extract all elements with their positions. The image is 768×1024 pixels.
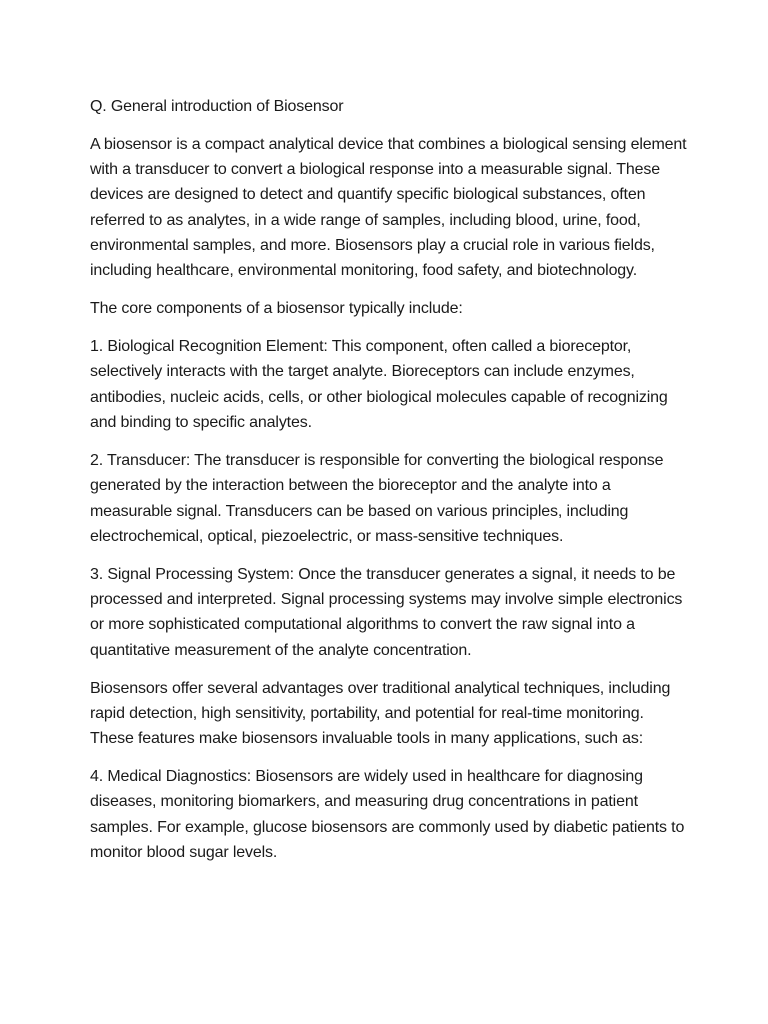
components-lead-in: The core components of a biosensor typically include:	[90, 300, 463, 318]
component-transducer: 2. Transducer: The transducer is responsible for converting the biological response generated by the interaction between the bioreceptor and the analyte into a measurable signal. Transducers can be based on various principles, including electrochemical, optical, piezoelectric, or mass-sensitive techniques.	[90, 451, 664, 545]
application-medical-diagnostics: 4. Medical Diagnostics: Biosensors are widely used in healthcare for diagnosing diseases, monitoring biomarkers, and measuring drug concentrations in patient samples. For example, glucose biosensors are commonly used by diabetic patients to monitor blood sugar levels.	[90, 767, 685, 861]
intro-paragraph: A biosensor is a compact analytical device that combines a biological sensing element with a transducer to convert a biological response into a measurable signal. These devices are designed to detect and quantify specific biological substances, often referred to as analytes, in a wide range of samples, including blood, urine, food, environmental samples, and more. Biosensors play a crucial role in various fields, including healthcare, environmental monitoring, food safety, and biotechnology.	[90, 135, 687, 280]
component-recognition-element: 1. Biological Recognition Element: This component, often called a bioreceptor, selectively interacts with the target analyte. Bioreceptors can include enzymes, antibodies, nucleic acids, cells, or other biological molecules capable of recognizing and binding to specific analytes.	[90, 338, 668, 432]
question-heading: Q. General introduction of Biosensor	[90, 98, 344, 115]
component-signal-processing: 3. Signal Processing System: Once the transducer generates a signal, it needs to be processed and interpreted. Signal processing systems may involve simple electronics or more sophisticated computational algorithms to convert the raw signal into a quantitative measurement of the analyte concentration.	[90, 565, 683, 659]
advantages-paragraph: Biosensors offer several advantages over traditional analytical techniques, including rapid detection, high sensitivity, portability, and potential for real-time monitoring. These features make biosensors invaluable tools in many applications, such as:	[90, 679, 671, 748]
document-page	[90, 94, 690, 878]
